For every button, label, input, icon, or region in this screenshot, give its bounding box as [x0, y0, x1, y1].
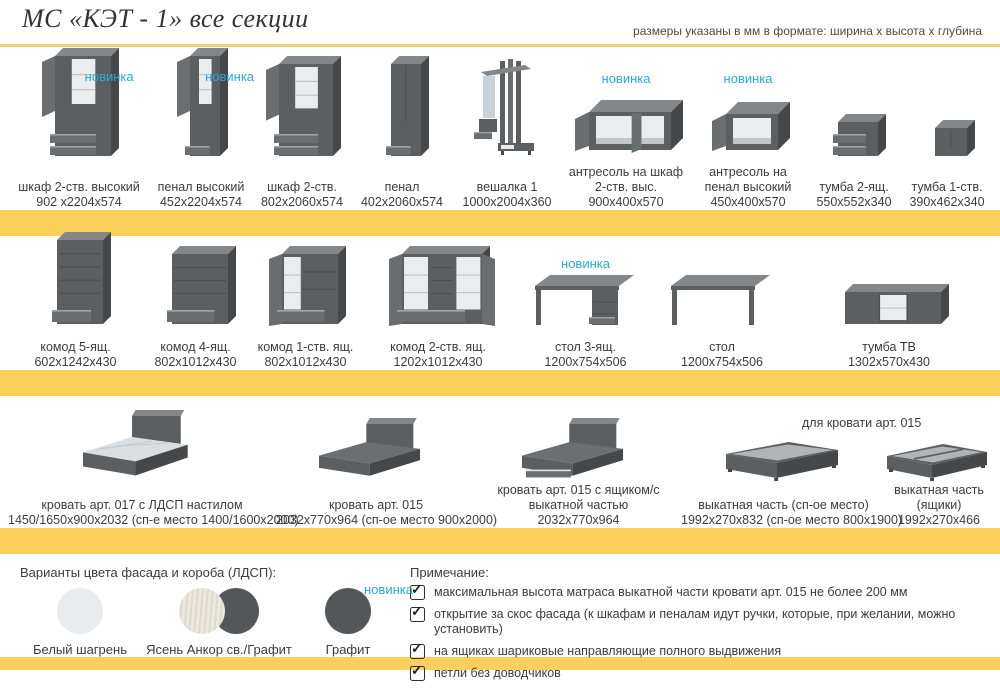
swatch-disc-area	[20, 588, 140, 638]
item-dims: 1200х754х506	[680, 355, 764, 369]
item-dims: 1302х570х430	[847, 355, 931, 369]
item-dims: 452х2204х574	[159, 195, 243, 209]
item-name: шкаф 2-ств.	[267, 180, 337, 194]
item-name: тумба ТВ	[862, 340, 916, 354]
komod-4-image	[150, 242, 242, 330]
swatch-white	[20, 588, 140, 657]
catalog-item	[8, 236, 143, 370]
item-dims: 2032х770х964 (сп-ое место 900х2000)	[276, 513, 498, 527]
catalog-item	[352, 47, 452, 210]
item-name: кровать арт. 015	[328, 498, 424, 512]
bed-double-deck-image	[79, 402, 205, 482]
swatch-duo	[140, 588, 298, 657]
new-badge: новинка	[205, 69, 255, 84]
item-name: выкатная часть (сп-ое место)	[698, 498, 869, 512]
new-badge: новинка	[364, 582, 413, 597]
catalog-item	[690, 47, 806, 210]
footer	[0, 554, 1000, 688]
note-item	[410, 640, 990, 659]
catalog-item	[681, 396, 903, 528]
catalog-item	[806, 47, 902, 210]
catalog-item	[252, 47, 352, 210]
catalog-item	[8, 396, 299, 528]
note-text: открытие за скос фасада (к шкафам и пеналам идут ручки, которые, при желании, можно установить)	[434, 607, 956, 636]
check-mark: ✓	[411, 640, 423, 656]
item-dims: 902 х2204х574	[36, 195, 122, 209]
swatch-dark	[298, 582, 413, 657]
tumba-1dv-image	[913, 50, 981, 162]
ash-color-disc	[179, 588, 225, 634]
item-name: комод 5-ящ.	[40, 340, 111, 354]
swatch-label: Белый шагрень	[33, 642, 127, 657]
catalog-item	[150, 47, 255, 210]
rollout-tray-drawers-image	[885, 402, 993, 482]
item-name: кровать арт. 015 с ящиком/с выкатной частью	[497, 483, 660, 512]
item-dims: 900х400х570	[588, 195, 664, 209]
item-dims: 390х462х340	[909, 195, 985, 209]
penal-tall-image	[168, 50, 234, 162]
page-title: МС «КЭТ - 1» все секции	[22, 4, 309, 33]
check-mark: ✓	[411, 603, 423, 619]
yellow-divider-1	[0, 210, 1000, 236]
antresol-narrow-image	[704, 47, 792, 156]
item-dims: 450х400х570	[710, 195, 786, 209]
new-badge: новинка	[723, 71, 773, 86]
row-wardrobes	[0, 47, 1000, 210]
note-text: на ящиках шариковые направляющие полного выдвижения	[434, 644, 782, 658]
new-badge: новинка	[601, 71, 651, 86]
yellow-divider-3	[0, 528, 1000, 554]
item-dims: 1450/1650х900х2032 (сп-е место 1400/1600х2000)	[8, 513, 299, 527]
catalog-item	[452, 47, 562, 210]
item-name: пенал	[384, 180, 420, 194]
catalog-item	[902, 47, 992, 210]
bed-single-box-image	[518, 402, 640, 482]
desk-image	[669, 242, 775, 330]
item-dims: 550х552х340	[816, 195, 892, 209]
wardrobe-2st-image	[257, 50, 347, 162]
color-variants-block	[0, 554, 413, 688]
catalog-item	[658, 236, 786, 370]
catalog-item	[513, 236, 658, 370]
catalog-item	[562, 47, 690, 210]
catalog-item	[276, 396, 498, 528]
row-beds	[0, 396, 1000, 528]
item-name: кровать арт. 017 с ЛДСП настилом	[41, 498, 243, 512]
item-dims: 602х1242х430	[34, 355, 117, 369]
catalog-item	[476, 396, 681, 528]
beds-note: для кровати арт. 015	[802, 416, 922, 430]
bed-single-image	[315, 402, 437, 482]
item-dims: 802х1012х430	[264, 355, 347, 369]
item-name: комод 1-ств. ящ.	[257, 340, 354, 354]
wardrobe-2st-tall-image	[33, 50, 125, 162]
row-dressers-desks	[0, 236, 1000, 370]
note-text: максимальная высота матраса выкатной части кровати арт. 015 не более 200 мм	[434, 585, 908, 599]
item-dims: 1202х1012х430	[393, 355, 483, 369]
item-name: антресоль на пенал высокий	[704, 165, 792, 194]
item-name: шкаф 2-ств. высокий	[18, 180, 140, 194]
notes-block	[402, 554, 1000, 688]
size-format-note: размеры указаны в мм в формате: ширина х высота х глубина	[633, 24, 982, 38]
komod-2dv-image	[380, 242, 496, 330]
checkbox-checked-icon	[410, 640, 425, 659]
item-name: комод 4-ящ.	[160, 340, 231, 354]
check-mark: ✓	[411, 662, 423, 678]
item-name: вешалка 1	[476, 180, 538, 194]
note-item	[410, 603, 990, 637]
item-name: стол 3-ящ.	[555, 340, 616, 354]
swatch-disc-area	[298, 582, 413, 638]
rollout-tray-image	[724, 402, 844, 482]
item-name: комод 2-ств. ящ.	[390, 340, 486, 354]
catalog-item	[143, 236, 248, 370]
note-text: петли без доводчиков	[434, 666, 561, 680]
catalog-item	[363, 236, 513, 370]
item-dims: 402х2060х574	[360, 195, 444, 209]
notes-list	[410, 581, 990, 681]
note-item	[410, 581, 990, 600]
item-dims: 1992х270х466	[897, 513, 981, 527]
komod-1dv-image	[260, 242, 352, 330]
komod-5-image	[35, 242, 117, 330]
new-badge: новинка	[84, 69, 134, 84]
tumba-2dr-image	[816, 50, 892, 162]
new-badge: новинка	[561, 256, 610, 271]
hallstand-image	[472, 50, 542, 162]
item-name: стол	[709, 340, 735, 354]
swatch-disc-area	[140, 588, 298, 638]
catalog-item	[786, 236, 992, 370]
notes-title: Примечание:	[410, 565, 489, 580]
item-name: антресоль на шкаф 2-ств. выс.	[568, 165, 684, 194]
item-dims: 2032х770х964	[537, 513, 620, 527]
yellow-divider-2	[0, 370, 1000, 396]
white-color-disc	[57, 588, 103, 634]
item-dims: 802х2060х574	[260, 195, 344, 209]
variants-title: Варианты цвета фасада и короба (ЛДСП):	[20, 565, 277, 580]
check-mark: ✓	[411, 581, 423, 597]
item-dims: 802х1012х430	[154, 355, 237, 369]
item-dims: 1992х270х832 (сп-ое место 800х1900)	[681, 513, 903, 527]
catalog-item	[248, 236, 363, 370]
swatch-label: Графит	[325, 642, 371, 657]
item-dims: 1000х2004х360	[462, 195, 552, 209]
page-header	[0, 0, 1000, 44]
item-dims: 1200х754х506	[544, 355, 627, 369]
item-name: выкатная часть (ящики)	[894, 483, 984, 512]
checkbox-checked-icon	[410, 603, 425, 622]
item-name: тумба 1-ств.	[911, 180, 983, 194]
checkbox-checked-icon	[410, 662, 425, 681]
catalog-item	[8, 47, 150, 210]
swatch-list	[20, 582, 413, 657]
note-item	[410, 662, 990, 681]
catalog-item	[886, 396, 992, 528]
penal-image	[369, 50, 435, 162]
swatch-label: Ясень Анкор св./Графит	[146, 642, 292, 657]
tv-stand-image	[823, 242, 955, 330]
item-name: тумба 2-ящ.	[819, 180, 889, 194]
antresol-wide-image	[567, 47, 685, 156]
item-name: пенал высокий	[157, 180, 245, 194]
